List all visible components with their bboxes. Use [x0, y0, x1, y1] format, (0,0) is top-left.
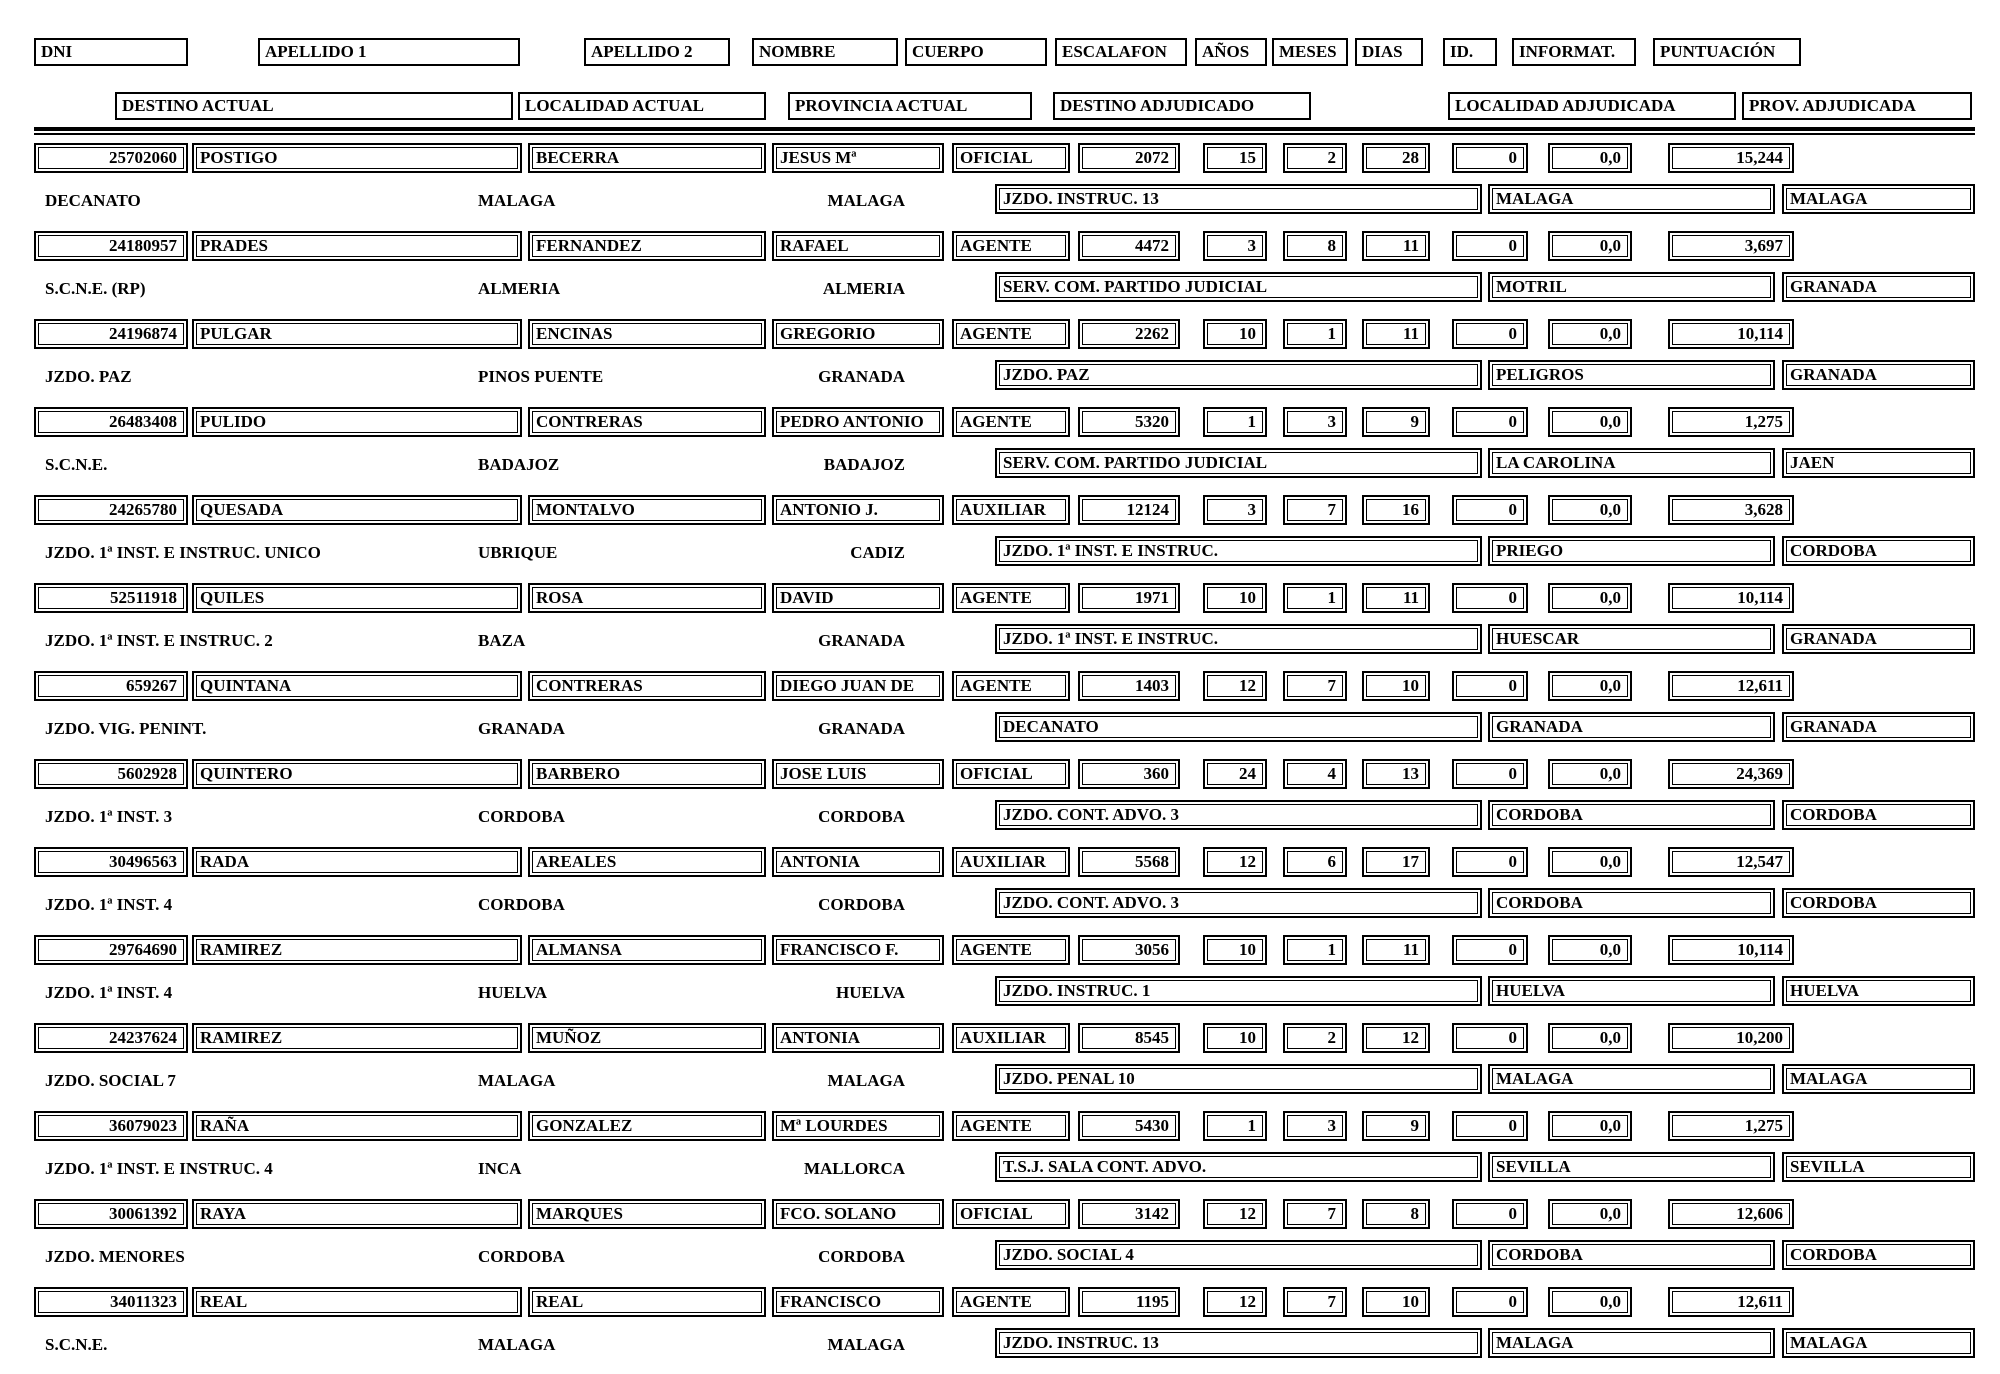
cuerpo-value: AUXILIAR — [952, 495, 1070, 525]
dias-value: 17 — [1362, 847, 1430, 877]
localidad-adjudicada-value: HUESCAR — [1488, 624, 1775, 654]
header-destino-actual: DESTINO ACTUAL — [115, 92, 513, 120]
escalafon-value: 4472 — [1078, 231, 1180, 261]
puntuacion-value: 1,275 — [1668, 407, 1794, 437]
header-prov-adjudicada: PROV. ADJUDICADA — [1742, 92, 1972, 120]
provincia-actual-value: BADAJOZ — [823, 455, 905, 474]
escalafon-value: 360 — [1078, 759, 1180, 789]
dias-value: 9 — [1362, 1111, 1430, 1141]
table-row — [0, 1021, 2000, 1109]
localidad-actual-value: UBRIQUE — [478, 543, 558, 562]
apellido1-value: RAÑA — [192, 1111, 522, 1141]
prov-adjudicada-value: GRANADA — [1782, 272, 1975, 302]
dni-value: 36079023 — [34, 1111, 188, 1141]
destino-adjudicado-value: JZDO. 1ª INST. E INSTRUC. — [995, 536, 1482, 566]
informat-value: 0,0 — [1548, 495, 1632, 525]
table-row — [0, 141, 2000, 229]
provincia-actual-value: MALAGA — [827, 1335, 905, 1354]
dias-value: 11 — [1362, 583, 1430, 613]
apellido1-value: QUILES — [192, 583, 522, 613]
table-row — [0, 405, 2000, 493]
apellido1-value: PRADES — [192, 231, 522, 261]
destino-actual-value: JZDO. VIG. PENINT. — [45, 719, 207, 738]
id-value: 0 — [1452, 143, 1528, 173]
apellido2-value: BARBERO — [528, 759, 766, 789]
id-value: 0 — [1452, 759, 1528, 789]
escalafon-value: 12124 — [1078, 495, 1180, 525]
meses-value: 1 — [1283, 319, 1347, 349]
puntuacion-value: 10,114 — [1668, 935, 1794, 965]
escalafon-value: 2262 — [1078, 319, 1180, 349]
table-row — [0, 845, 2000, 933]
nombre-value: ANTONIA — [772, 1023, 944, 1053]
apellido2-value: ROSA — [528, 583, 766, 613]
header-localidad-actual: LOCALIDAD ACTUAL — [518, 92, 766, 120]
dias-value: 10 — [1362, 1287, 1430, 1317]
destino-adjudicado-value: JZDO. INSTRUC. 13 — [995, 1328, 1482, 1358]
nombre-value: DIEGO JUAN DE — [772, 671, 944, 701]
nombre-value: ANTONIA — [772, 847, 944, 877]
localidad-adjudicada-value: MOTRIL — [1488, 272, 1775, 302]
prov-adjudicada-value: MALAGA — [1782, 1064, 1975, 1094]
table-row — [0, 229, 2000, 317]
nombre-value: DAVID — [772, 583, 944, 613]
cuerpo-value: AGENTE — [952, 671, 1070, 701]
header-dias: DIAS — [1355, 38, 1423, 66]
prov-adjudicada-value: GRANADA — [1782, 624, 1975, 654]
localidad-actual-value: ALMERIA — [478, 279, 561, 298]
localidad-actual-value: CORDOBA — [478, 807, 565, 826]
escalafon-value: 3056 — [1078, 935, 1180, 965]
dni-value: 5602928 — [34, 759, 188, 789]
prov-adjudicada-value: GRANADA — [1782, 712, 1975, 742]
escalafon-value: 1403 — [1078, 671, 1180, 701]
header-nombre: NOMBRE — [752, 38, 898, 66]
id-value: 0 — [1452, 1199, 1528, 1229]
table-row — [0, 1197, 2000, 1285]
apellido2-value: CONTRERAS — [528, 671, 766, 701]
destino-actual-value: JZDO. 1ª INST. E INSTRUC. 4 — [45, 1159, 273, 1178]
dias-value: 8 — [1362, 1199, 1430, 1229]
provincia-actual-value: GRANADA — [818, 719, 905, 738]
anos-value: 1 — [1203, 1111, 1267, 1141]
provincia-actual-value: CADIZ — [850, 543, 905, 562]
cuerpo-value: AUXILIAR — [952, 1023, 1070, 1053]
localidad-adjudicada-value: MALAGA — [1488, 1064, 1775, 1094]
escalafon-value: 2072 — [1078, 143, 1180, 173]
dias-value: 11 — [1362, 319, 1430, 349]
destino-adjudicado-value: DECANATO — [995, 712, 1482, 742]
localidad-actual-value: PINOS PUENTE — [478, 367, 604, 386]
localidad-actual-value: CORDOBA — [478, 895, 565, 914]
apellido1-value: QUESADA — [192, 495, 522, 525]
header-anos: AÑOS — [1195, 38, 1267, 66]
destino-actual-value: JZDO. MENORES — [45, 1247, 185, 1266]
escalafon-value: 5430 — [1078, 1111, 1180, 1141]
destino-adjudicado-value: JZDO. PENAL 10 — [995, 1064, 1482, 1094]
dias-value: 9 — [1362, 407, 1430, 437]
apellido1-value: RAMIREZ — [192, 1023, 522, 1053]
localidad-adjudicada-value: PRIEGO — [1488, 536, 1775, 566]
header-divider — [34, 127, 1975, 135]
table-row — [0, 493, 2000, 581]
dni-value: 30061392 — [34, 1199, 188, 1229]
localidad-adjudicada-value: SEVILLA — [1488, 1152, 1775, 1182]
anos-value: 15 — [1203, 143, 1267, 173]
localidad-actual-value: MALAGA — [478, 1335, 556, 1354]
informat-value: 0,0 — [1548, 1111, 1632, 1141]
apellido1-value: QUINTANA — [192, 671, 522, 701]
provincia-actual-value: MALAGA — [827, 1071, 905, 1090]
id-value: 0 — [1452, 407, 1528, 437]
apellido1-value: POSTIGO — [192, 143, 522, 173]
dias-value: 16 — [1362, 495, 1430, 525]
cuerpo-value: AGENTE — [952, 407, 1070, 437]
destino-adjudicado-value: JZDO. INSTRUC. 1 — [995, 976, 1482, 1006]
apellido2-value: GONZALEZ — [528, 1111, 766, 1141]
destino-adjudicado-value: JZDO. PAZ — [995, 360, 1482, 390]
header-dni: DNI — [34, 38, 188, 66]
dni-value: 26483408 — [34, 407, 188, 437]
anos-value: 3 — [1203, 231, 1267, 261]
meses-value: 7 — [1283, 671, 1347, 701]
puntuacion-value: 10,114 — [1668, 583, 1794, 613]
destino-adjudicado-value: JZDO. 1ª INST. E INSTRUC. — [995, 624, 1482, 654]
cuerpo-value: OFICIAL — [952, 143, 1070, 173]
nombre-value: ANTONIO J. — [772, 495, 944, 525]
informat-value: 0,0 — [1548, 847, 1632, 877]
destino-actual-value: S.C.N.E. (RP) — [45, 279, 146, 298]
header-puntuacion: PUNTUACIÓN — [1653, 38, 1801, 66]
meses-value: 4 — [1283, 759, 1347, 789]
table-row — [0, 317, 2000, 405]
dias-value: 13 — [1362, 759, 1430, 789]
destino-actual-value: JZDO. 1ª INST. E INSTRUC. UNICO — [45, 543, 321, 562]
puntuacion-value: 15,244 — [1668, 143, 1794, 173]
cuerpo-value: OFICIAL — [952, 759, 1070, 789]
informat-value: 0,0 — [1548, 143, 1632, 173]
header-apellido1: APELLIDO 1 — [258, 38, 520, 66]
dni-value: 34011323 — [34, 1287, 188, 1317]
meses-value: 7 — [1283, 1287, 1347, 1317]
cuerpo-value: AGENTE — [952, 935, 1070, 965]
informat-value: 0,0 — [1548, 407, 1632, 437]
destino-adjudicado-value: JZDO. SOCIAL 4 — [995, 1240, 1482, 1270]
prov-adjudicada-value: CORDOBA — [1782, 800, 1975, 830]
dias-value: 11 — [1362, 935, 1430, 965]
dni-value: 24237624 — [34, 1023, 188, 1053]
table-row — [0, 757, 2000, 845]
apellido2-value: ALMANSA — [528, 935, 766, 965]
cuerpo-value: AGENTE — [952, 319, 1070, 349]
nombre-value: RAFAEL — [772, 231, 944, 261]
prov-adjudicada-value: SEVILLA — [1782, 1152, 1975, 1182]
escalafon-value: 1971 — [1078, 583, 1180, 613]
meses-value: 1 — [1283, 583, 1347, 613]
nombre-value: PEDRO ANTONIO — [772, 407, 944, 437]
meses-value: 2 — [1283, 1023, 1347, 1053]
id-value: 0 — [1452, 935, 1528, 965]
cuerpo-value: AUXILIAR — [952, 847, 1070, 877]
prov-adjudicada-value: CORDOBA — [1782, 1240, 1975, 1270]
id-value: 0 — [1452, 671, 1528, 701]
destino-adjudicado-value: JZDO. CONT. ADVO. 3 — [995, 888, 1482, 918]
informat-value: 0,0 — [1548, 319, 1632, 349]
header-apellido2: APELLIDO 2 — [584, 38, 730, 66]
dni-value: 659267 — [34, 671, 188, 701]
nombre-value: Mª LOURDES — [772, 1111, 944, 1141]
apellido2-value: ENCINAS — [528, 319, 766, 349]
escalafon-value: 5568 — [1078, 847, 1180, 877]
anos-value: 10 — [1203, 1023, 1267, 1053]
informat-value: 0,0 — [1548, 583, 1632, 613]
provincia-actual-value: GRANADA — [818, 631, 905, 650]
destino-adjudicado-value: SERV. COM. PARTIDO JUDICIAL — [995, 272, 1482, 302]
dni-value: 24180957 — [34, 231, 188, 261]
localidad-actual-value: INCA — [478, 1159, 522, 1178]
cuerpo-value: OFICIAL — [952, 1199, 1070, 1229]
localidad-adjudicada-value: CORDOBA — [1488, 888, 1775, 918]
prov-adjudicada-value: GRANADA — [1782, 360, 1975, 390]
nombre-value: JOSE LUIS — [772, 759, 944, 789]
informat-value: 0,0 — [1548, 1023, 1632, 1053]
prov-adjudicada-value: JAEN — [1782, 448, 1975, 478]
id-value: 0 — [1452, 495, 1528, 525]
header-provincia-actual: PROVINCIA ACTUAL — [788, 92, 1032, 120]
destino-adjudicado-value: SERV. COM. PARTIDO JUDICIAL — [995, 448, 1482, 478]
meses-value: 7 — [1283, 1199, 1347, 1229]
cuerpo-value: AGENTE — [952, 231, 1070, 261]
puntuacion-value: 3,628 — [1668, 495, 1794, 525]
apellido2-value: MARQUES — [528, 1199, 766, 1229]
destino-adjudicado-value: T.S.J. SALA CONT. ADVO. — [995, 1152, 1482, 1182]
provincia-actual-value: GRANADA — [818, 367, 905, 386]
provincia-actual-value: CORDOBA — [818, 807, 905, 826]
table-row — [0, 1285, 2000, 1373]
destino-actual-value: JZDO. 1ª INST. 3 — [45, 807, 173, 826]
records-list — [0, 141, 2000, 1374]
escalafon-value: 1195 — [1078, 1287, 1180, 1317]
anos-value: 10 — [1203, 319, 1267, 349]
provincia-actual-value: ALMERIA — [822, 279, 905, 298]
puntuacion-value: 12,611 — [1668, 671, 1794, 701]
puntuacion-value: 1,275 — [1668, 1111, 1794, 1141]
dni-value: 24265780 — [34, 495, 188, 525]
prov-adjudicada-value: CORDOBA — [1782, 536, 1975, 566]
localidad-adjudicada-value: PELIGROS — [1488, 360, 1775, 390]
destino-actual-value: JZDO. 1ª INST. E INSTRUC. 2 — [45, 631, 273, 650]
escalafon-value: 3142 — [1078, 1199, 1180, 1229]
header-id: ID. — [1443, 38, 1497, 66]
apellido1-value: PULIDO — [192, 407, 522, 437]
destino-adjudicado-value: JZDO. CONT. ADVO. 3 — [995, 800, 1482, 830]
apellido2-value: AREALES — [528, 847, 766, 877]
destino-actual-value: JZDO. SOCIAL 7 — [45, 1071, 176, 1090]
nombre-value: FCO. SOLANO — [772, 1199, 944, 1229]
apellido2-value: REAL — [528, 1287, 766, 1317]
table-row — [0, 1109, 2000, 1197]
table-row — [0, 933, 2000, 1021]
header-informat: INFORMAT. — [1512, 38, 1636, 66]
provincia-actual-value: MALLORCA — [803, 1159, 905, 1178]
id-value: 0 — [1452, 1023, 1528, 1053]
id-value: 0 — [1452, 231, 1528, 261]
apellido2-value: FERNANDEZ — [528, 231, 766, 261]
puntuacion-value: 24,369 — [1668, 759, 1794, 789]
anos-value: 12 — [1203, 847, 1267, 877]
nombre-value: GREGORIO — [772, 319, 944, 349]
localidad-actual-value: GRANADA — [478, 719, 565, 738]
dni-value: 24196874 — [34, 319, 188, 349]
apellido2-value: MUÑOZ — [528, 1023, 766, 1053]
nombre-value: FRANCISCO — [772, 1287, 944, 1317]
localidad-adjudicada-value: CORDOBA — [1488, 800, 1775, 830]
header-meses: MESES — [1272, 38, 1348, 66]
localidad-actual-value: MALAGA — [478, 1071, 556, 1090]
header-destino-adjudicado: DESTINO ADJUDICADO — [1053, 92, 1311, 120]
meses-value: 2 — [1283, 143, 1347, 173]
id-value: 0 — [1452, 583, 1528, 613]
localidad-actual-value: CORDOBA — [478, 1247, 565, 1266]
puntuacion-value: 12,611 — [1668, 1287, 1794, 1317]
id-value: 0 — [1452, 847, 1528, 877]
puntuacion-value: 3,697 — [1668, 231, 1794, 261]
dni-value: 52511918 — [34, 583, 188, 613]
localidad-adjudicada-value: HUELVA — [1488, 976, 1775, 1006]
destino-actual-value: S.C.N.E. — [45, 455, 108, 474]
apellido1-value: RADA — [192, 847, 522, 877]
prov-adjudicada-value: CORDOBA — [1782, 888, 1975, 918]
table-row — [0, 581, 2000, 669]
localidad-adjudicada-value: MALAGA — [1488, 1328, 1775, 1358]
prov-adjudicada-value: MALAGA — [1782, 184, 1975, 214]
id-value: 0 — [1452, 319, 1528, 349]
provincia-actual-value: MALAGA — [827, 191, 905, 210]
puntuacion-value: 10,200 — [1668, 1023, 1794, 1053]
meses-value: 3 — [1283, 1111, 1347, 1141]
cuerpo-value: AGENTE — [952, 1111, 1070, 1141]
anos-value: 1 — [1203, 407, 1267, 437]
provincia-actual-value: CORDOBA — [818, 1247, 905, 1266]
destino-actual-value: JZDO. 1ª INST. 4 — [45, 895, 173, 914]
header-cuerpo: CUERPO — [905, 38, 1047, 66]
dias-value: 28 — [1362, 143, 1430, 173]
informat-value: 0,0 — [1548, 1199, 1632, 1229]
anos-value: 24 — [1203, 759, 1267, 789]
anos-value: 12 — [1203, 1287, 1267, 1317]
informat-value: 0,0 — [1548, 1287, 1632, 1317]
table-row — [0, 669, 2000, 757]
dni-value: 30496563 — [34, 847, 188, 877]
informat-value: 0,0 — [1548, 231, 1632, 261]
localidad-actual-value: BADAJOZ — [478, 455, 560, 474]
localidad-adjudicada-value: GRANADA — [1488, 712, 1775, 742]
apellido1-value: RAYA — [192, 1199, 522, 1229]
apellido2-value: CONTRERAS — [528, 407, 766, 437]
apellido1-value: PULGAR — [192, 319, 522, 349]
puntuacion-value: 12,547 — [1668, 847, 1794, 877]
meses-value: 6 — [1283, 847, 1347, 877]
informat-value: 0,0 — [1548, 671, 1632, 701]
localidad-adjudicada-value: LA CAROLINA — [1488, 448, 1775, 478]
puntuacion-value: 10,114 — [1668, 319, 1794, 349]
localidad-actual-value: HUELVA — [478, 983, 547, 1002]
localidad-actual-value: BAZA — [478, 631, 526, 650]
anos-value: 3 — [1203, 495, 1267, 525]
anos-value: 12 — [1203, 1199, 1267, 1229]
meses-value: 1 — [1283, 935, 1347, 965]
dias-value: 11 — [1362, 231, 1430, 261]
meses-value: 7 — [1283, 495, 1347, 525]
apellido2-value: MONTALVO — [528, 495, 766, 525]
destino-actual-value: S.C.N.E. — [45, 1335, 108, 1354]
prov-adjudicada-value: HUELVA — [1782, 976, 1975, 1006]
dias-value: 12 — [1362, 1023, 1430, 1053]
anos-value: 10 — [1203, 935, 1267, 965]
nombre-value: JESUS Mª — [772, 143, 944, 173]
cuerpo-value: AGENTE — [952, 583, 1070, 613]
provincia-actual-value: HUELVA — [836, 983, 905, 1002]
dni-value: 29764690 — [34, 935, 188, 965]
puntuacion-value: 12,606 — [1668, 1199, 1794, 1229]
nombre-value: FRANCISCO F. — [772, 935, 944, 965]
destino-actual-value: JZDO. 1ª INST. 4 — [45, 983, 173, 1002]
apellido1-value: REAL — [192, 1287, 522, 1317]
anos-value: 12 — [1203, 671, 1267, 701]
localidad-adjudicada-value: MALAGA — [1488, 184, 1775, 214]
destino-adjudicado-value: JZDO. INSTRUC. 13 — [995, 184, 1482, 214]
header-escalafon: ESCALAFON — [1055, 38, 1187, 66]
destino-actual-value: JZDO. PAZ — [45, 367, 132, 386]
meses-value: 3 — [1283, 407, 1347, 437]
prov-adjudicada-value: MALAGA — [1782, 1328, 1975, 1358]
header-localidad-adjudicada: LOCALIDAD ADJUDICADA — [1448, 92, 1736, 120]
dni-value: 25702060 — [34, 143, 188, 173]
meses-value: 8 — [1283, 231, 1347, 261]
informat-value: 0,0 — [1548, 935, 1632, 965]
apellido1-value: QUINTERO — [192, 759, 522, 789]
apellido2-value: BECERRA — [528, 143, 766, 173]
localidad-adjudicada-value: CORDOBA — [1488, 1240, 1775, 1270]
anos-value: 10 — [1203, 583, 1267, 613]
provincia-actual-value: CORDOBA — [818, 895, 905, 914]
dias-value: 10 — [1362, 671, 1430, 701]
informat-value: 0,0 — [1548, 759, 1632, 789]
cuerpo-value: AGENTE — [952, 1287, 1070, 1317]
localidad-actual-value: MALAGA — [478, 191, 556, 210]
escalafon-value: 8545 — [1078, 1023, 1180, 1053]
id-value: 0 — [1452, 1287, 1528, 1317]
escalafon-value: 5320 — [1078, 407, 1180, 437]
destino-actual-value: DECANATO — [45, 191, 141, 210]
id-value: 0 — [1452, 1111, 1528, 1141]
apellido1-value: RAMIREZ — [192, 935, 522, 965]
